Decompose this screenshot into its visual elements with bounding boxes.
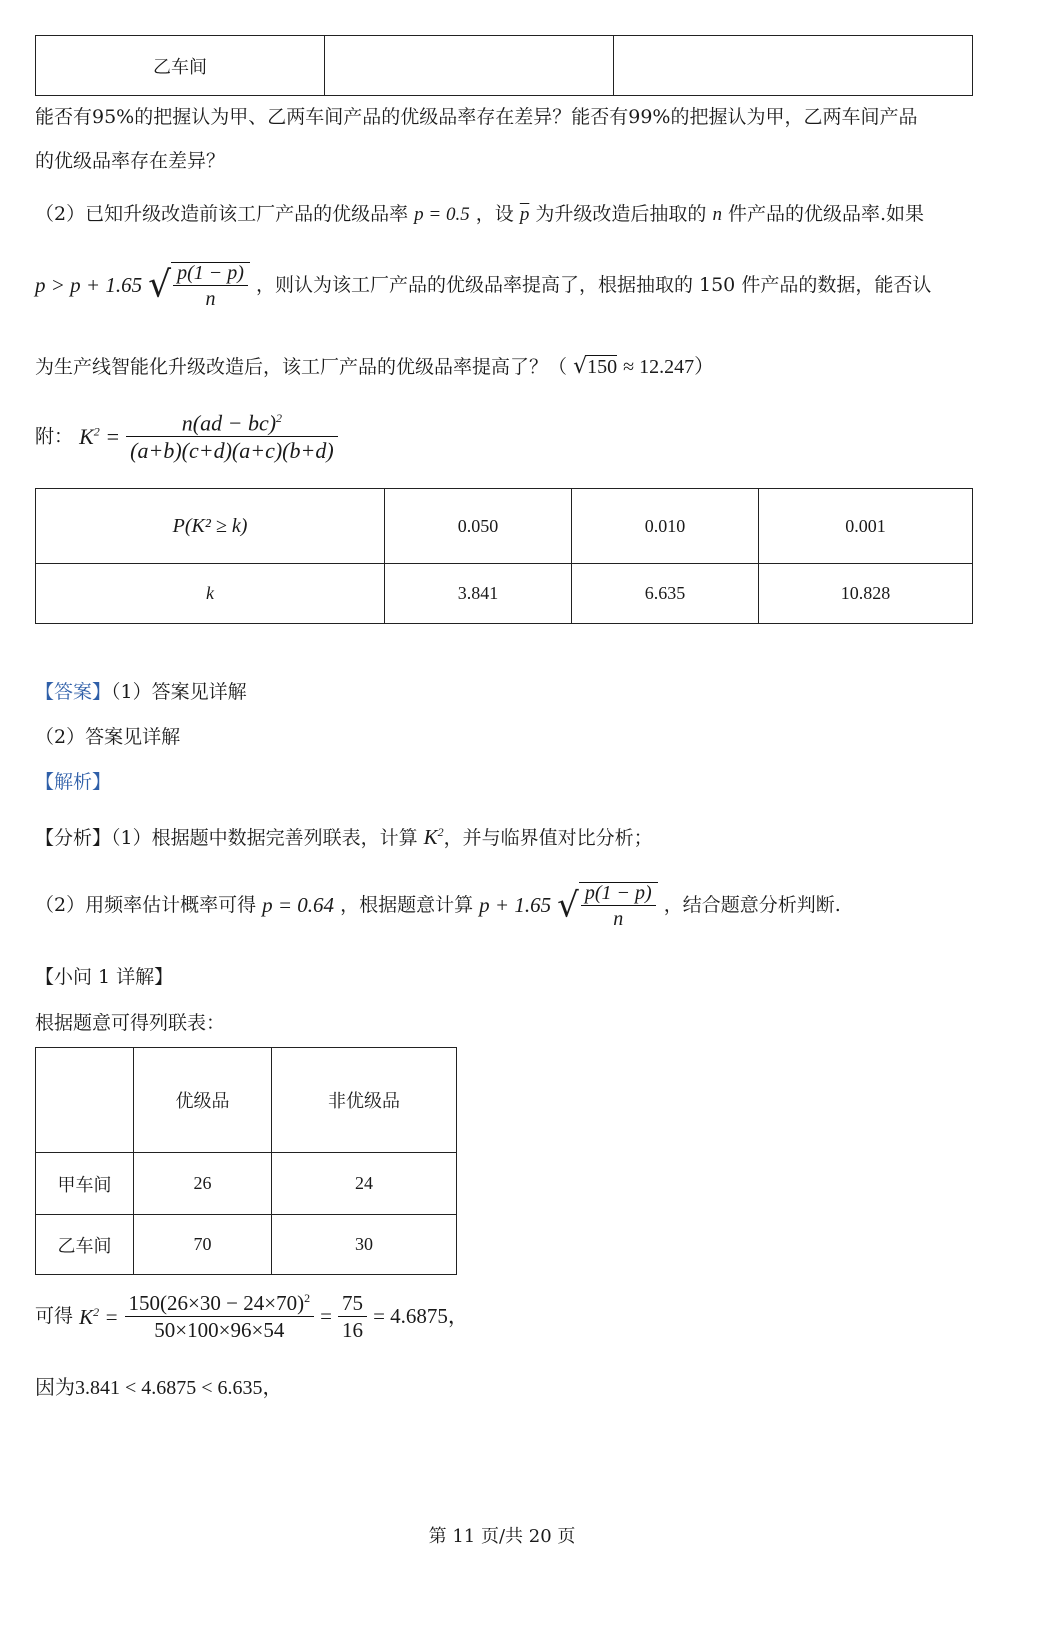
answer-tag: 【答案】 <box>35 681 112 703</box>
critical-row1-label: P(K² ≥ k) <box>36 489 385 564</box>
analysis-line1-a: （1）根据题中数据完善列联表，计算 <box>111 827 418 849</box>
q2-cond-left: p > p + 1.65 <box>35 273 143 297</box>
q2-p-value: p = 0.5 <box>414 204 470 225</box>
analysis-line2 <box>35 882 841 929</box>
calc-fraction2 <box>338 1290 367 1342</box>
top-table-cell <box>325 36 614 96</box>
sqrt-icon: √ <box>573 354 588 379</box>
q2-n: n <box>712 204 722 225</box>
critical-p-value: 0.050 <box>385 489 572 564</box>
calc-fraction1 <box>125 1292 315 1341</box>
analysis-k: $K^2$ <box>423 825 444 849</box>
contingency-row-label: 乙车间 <box>36 1215 134 1275</box>
appendix-formula <box>126 412 338 462</box>
critical-k-value: 3.841 <box>385 564 572 624</box>
appendix-label: 附： <box>35 425 74 448</box>
answer-text1: （1）答案见详解 <box>111 681 247 703</box>
detail-intro: 根据题意可得列联表： <box>35 1012 226 1034</box>
top-table-cell <box>614 36 973 96</box>
top-table-row-label: 乙车间 <box>36 36 325 96</box>
contingency-cell: 70 <box>134 1215 272 1275</box>
appendix-formula-den: (a+b)(c+d)(a+c)(b+d) <box>130 438 334 464</box>
analysis-line2-c: ，结合题意分析判断. <box>663 894 841 916</box>
calc-den2: 16 <box>342 1317 364 1342</box>
analysis-line1-b: ，并与临界值对比分析； <box>443 827 653 849</box>
critical-row2-label: k <box>36 564 385 624</box>
critical-p-value: 0.010 <box>572 489 759 564</box>
q2-line3-b: ≈ 12.247） <box>623 356 715 378</box>
q2-condition <box>35 262 931 309</box>
calc-label: 可得 <box>35 1305 74 1327</box>
q2-line3-a: 为生产线智能化升级改造后，该工厂产品的优级品率提高了？（ <box>35 356 568 378</box>
contingency-row-label: 甲车间 <box>36 1153 134 1215</box>
contingency-header-cell: 优级品 <box>134 1048 272 1153</box>
analysis-tag: 【解析】 <box>35 771 112 793</box>
detail-heading: 【小问 1 详解】 <box>35 966 174 988</box>
q2-cond-num: p(1 − p) <box>173 263 248 286</box>
appendix <box>35 412 338 462</box>
contingency-header-cell: 非优级品 <box>272 1048 457 1153</box>
analysis-line2-a: （2）用频率估计概率可得 <box>35 894 257 916</box>
q2-line1-d: 件产品的优级品率.如果 <box>727 203 925 225</box>
q2-line3 <box>35 356 714 378</box>
q1-line1: 能否有95%的把握认为甲、乙两车间产品的优级品率存在差异？能否有99%的把握认为甲，乙两车间产品 <box>35 106 918 128</box>
critical-k-value: 10.828 <box>759 564 973 624</box>
sqrt-icon: √ <box>557 885 579 926</box>
analysis-expr: p + 1.65 <box>479 893 552 917</box>
q2-cond-den: n <box>205 288 216 310</box>
contingency-cell: 30 <box>272 1215 457 1275</box>
contingency-table <box>35 1047 457 1275</box>
sqrt-icon: √ <box>148 264 172 306</box>
critical-value-table <box>35 488 973 624</box>
contingency-cell: 26 <box>134 1153 272 1215</box>
analysis-pbar-value: p = 0.64 <box>262 893 335 917</box>
top-table <box>35 35 973 96</box>
q2-cond-text: ，则认为该工厂产品的优级品率提高了，根据抽取的 150 件产品的数据，能否认 <box>255 274 932 296</box>
q2-pbar: $\overline{p}$ <box>519 204 530 225</box>
q2-line1-c: 为升级改造后抽取的 <box>535 203 707 225</box>
q2-sqrt-value: 150 <box>587 356 618 378</box>
analysis-fraction <box>579 882 658 929</box>
page-footer: 第 11 页/共 20 页 <box>428 1526 576 1547</box>
q2-cond-fraction <box>171 262 250 309</box>
q2-line1 <box>35 205 924 224</box>
q2-line1-b: ，设 <box>475 203 514 225</box>
analysis-label: 【分析】 <box>35 827 112 849</box>
analysis-num: p(1 − p) <box>581 883 656 906</box>
critical-k-value: 6.635 <box>572 564 759 624</box>
analysis-line1 <box>35 826 653 848</box>
critical-p-value: 0.001 <box>759 489 973 564</box>
analysis-den: n <box>613 908 624 930</box>
q1-line2: 的优级品率存在差异？ <box>35 150 226 172</box>
calc-result: = 4.6875， <box>373 1304 469 1328</box>
contingency-header-cell <box>36 1048 134 1153</box>
k2-calculation <box>35 1292 469 1341</box>
analysis-line2-b: ，根据题意计算 <box>340 894 474 916</box>
appendix-lhs: $K^2$ = <box>79 424 121 450</box>
contingency-cell: 24 <box>272 1153 457 1215</box>
calc-num2: 75 <box>338 1293 367 1317</box>
answer-line2: （2）答案见详解 <box>35 726 181 748</box>
calc-den1: 50×100×96×54 <box>154 1318 285 1342</box>
appendix-formula-num: n(ad − bc)$^2$ <box>126 412 338 437</box>
answer-line1 <box>35 683 247 702</box>
because-line: 因为3.841 < 4.6875 < 6.635， <box>35 1377 283 1399</box>
calc-num1: $150(26\times 30 - 24\times 70)^2$ <box>125 1292 315 1317</box>
equals-sign: = <box>320 1304 332 1328</box>
calc-k: $K^2$ = <box>79 1304 119 1329</box>
q2-line1-a: （2）已知升级改造前该工厂产品的优级品率 <box>35 203 409 225</box>
